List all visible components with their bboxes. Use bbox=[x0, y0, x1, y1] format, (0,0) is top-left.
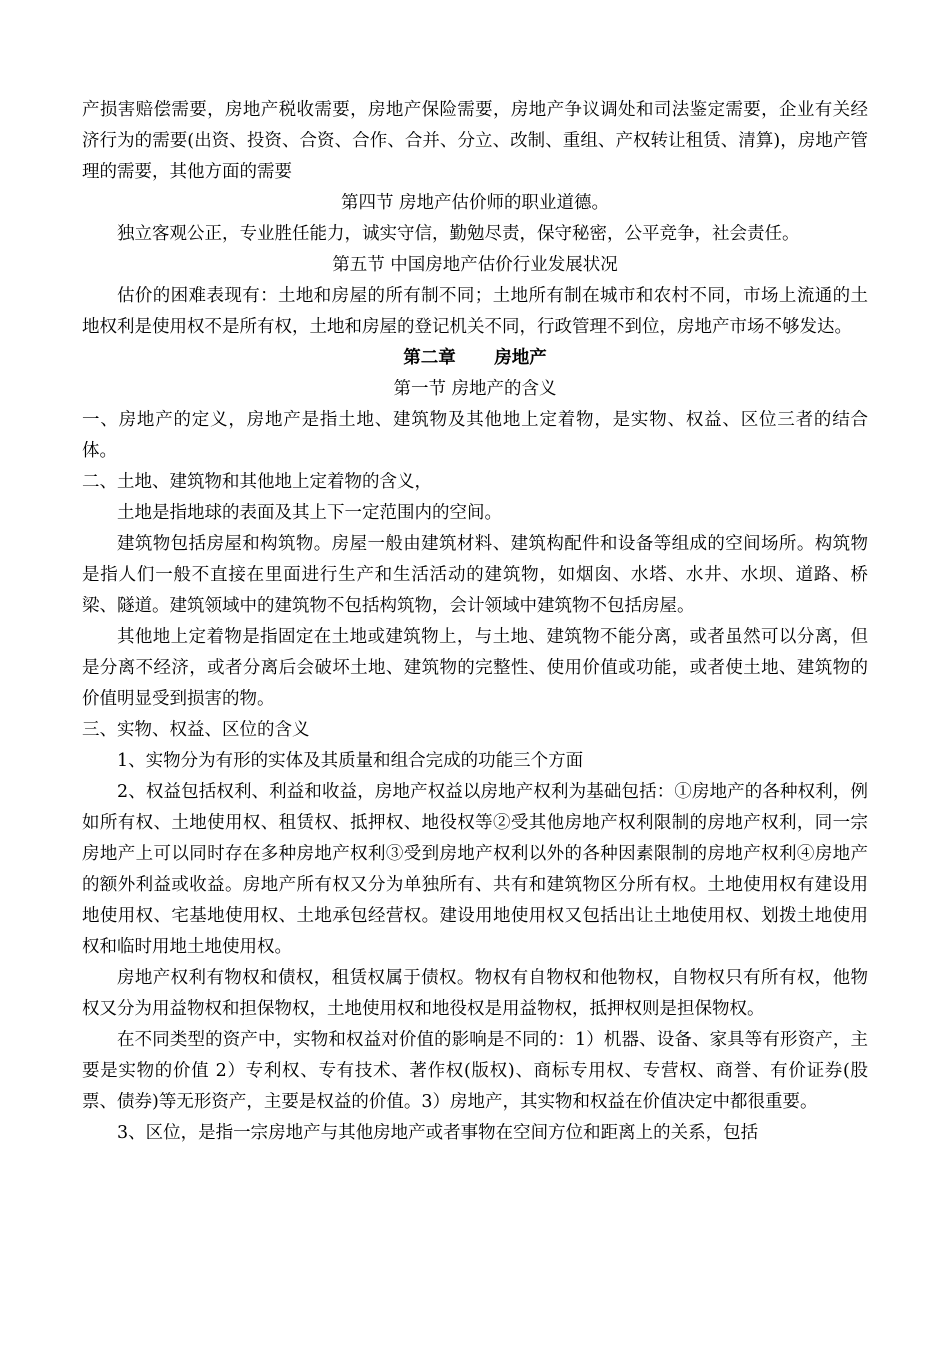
paragraph-land-building-heading: 二、土地、建筑物和其他地上定着物的含义， bbox=[82, 472, 432, 492]
paragraph-ethics: 独立客观公正，专业胜任能力，诚实守信，勤勉尽责，保守秘密，公平竞争，社会责任。 bbox=[117, 224, 800, 244]
chapter-title: 房地产 bbox=[494, 348, 547, 368]
chapter-number: 第二章 bbox=[403, 348, 456, 368]
paragraph-rights: 2、权益包括权利、利益和收益，房地产权益以房地产权利为基础包括：①房地产的各种权利，例如所有权、土地使用权、租赁权、抵押权、地役权等②受其他房地产权利限制的房地产权利，同一宗房地产上可以同时存在多种房地产权利③受到房地产权利以外的各种因素限制的房地产权利④房地产的额外利益或收益。房地产所有权又分为单独所有、共有和建筑物区分所有权。土地使用权有建设用地使用权、宅基地使用权、土地承包经营权。建设用地使用权又包括出让土地使用权、划拨土地使用权和临时用地土地使用权。 bbox=[82, 782, 868, 957]
chapter-heading bbox=[82, 343, 868, 374]
paragraph-fixtures: 其他地上定着物是指固定在土地或建筑物上，与土地、建筑物不能分离，或者虽然可以分离，但是分离不经济，或者分离后会破坏土地、建筑物的完整性、使用价值或功能，或者使土地、建筑物的价值明显受到损害的物。 bbox=[82, 627, 868, 709]
section-heading-ethics: 第四节 房地产估价师的职业道德。 bbox=[340, 193, 610, 213]
paragraph-physical: 1、实物分为有形的实体及其质量和组合完成的功能三个方面 bbox=[117, 751, 584, 771]
paragraph-property-rights: 房地产权利有物权和债权，租赁权属于债权。物权有自物权和他物权，自物权只有所有权，他物权又分为用益物权和担保物权，土地使用权和地役权是用益物权，抵押权则是担保物权。 bbox=[82, 968, 868, 1019]
document-page bbox=[82, 95, 868, 1149]
paragraph-land: 土地是指地球的表面及其上下一定范围内的空间。 bbox=[117, 503, 502, 523]
section-heading-meaning: 第一节 房地产的含义 bbox=[393, 379, 557, 399]
paragraph-three-aspects-heading: 三、实物、权益、区位的含义 bbox=[82, 720, 310, 740]
paragraph-definition: 一、房地产的定义，房地产是指土地、建筑物及其他地上定着物，是实物、权益、区位三者的结合体。 bbox=[82, 410, 868, 461]
section-heading-industry: 第五节 中国房地产估价行业发展状况 bbox=[332, 255, 618, 275]
paragraph-buildings: 建筑物包括房屋和构筑物。房屋一般由建筑材料、建筑构配件和设备等组成的空间场所。构筑物是指人们一般不直接在里面进行生产和生活活动的建筑物，如烟囱、水塔、水井、水坝、道路、桥梁、隧道。建筑领域中的建筑物不包括构筑物，会计领域中建筑物不包括房屋。 bbox=[82, 534, 868, 616]
paragraph-difficulties: 估价的困难表现有：土地和房屋的所有制不同；土地所有制在城市和农村不同，市场上流通的土地权利是使用权不是所有权，土地和房屋的登记机关不同，行政管理不到位，房地产市场不够发达。 bbox=[82, 286, 868, 337]
paragraph-location: 3、区位，是指一宗房地产与其他房地产或者事物在空间方位和距离上的关系，包括 bbox=[117, 1123, 759, 1143]
paragraph-valuation-needs: 产损害赔偿需要，房地产税收需要，房地产保险需要，房地产争议调处和司法鉴定需要，企业有关经济行为的需要(出资、投资、合资、合作、合并、分立、改制、重组、产权转让租赁、清算)，房地产管理的需要，其他方面的需要 bbox=[82, 100, 868, 182]
paragraph-asset-types: 在不同类型的资产中，实物和权益对价值的影响是不同的：1）机器、设备、家具等有形资产，主要是实物的价值 2）专利权、专有技术、著作权(版权)、商标专用权、专营权、商誉、有价证券(股票、债券)等无形资产，主要是权益的价值。3）房地产，其实物和权益在价值决定中都很重要。 bbox=[82, 1030, 868, 1112]
